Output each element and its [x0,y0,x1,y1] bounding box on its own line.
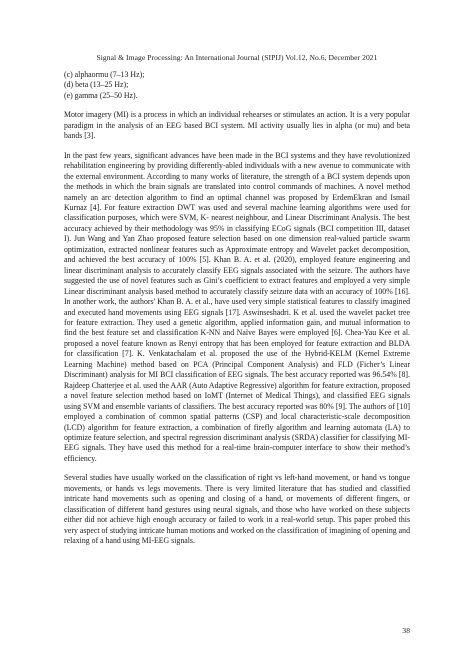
paragraph-motor-imagery: Motor imagery (MI) is a process in which an individual rehearses or stimulates an action. It is a very popular paradigm in the analysis of an EEG based BCI system. MI activity usually lies in alpha (or mu) and beta bands [3]. [64,110,410,141]
running-header: Signal & Image Processing: An International Journal (SIPIJ) Vol.12, No.6, December 2021 [96,53,378,62]
band-item-beta: (d) beta (13–25 Hz); [64,80,129,90]
paragraph-research-gap: Several studies have usually worked on the classification of right vs left-hand movement, or hand vs tongue movements, or hands vs legs movements. There is very limited literature that has studied and classified intricate hand movements such as opening and closing of a hand, or movements of different fingers, or classification of different hand gestures using neural signals, and those who have worked on these subjects either did not achieve high enough accuracy or failed to work in a real-world setup. This paper probed this very aspect of studying intricate human motions and worked on the classification of imagining of opening and relaxing of a hand using MI-EEG signals. [64,473,410,546]
paragraph-literature-review: In the past few years, significant advances have been made in the BCI systems and they have revolutionized rehabilitation engineering by providing differently-abled individuals with a new avenue to communicate with the external environment. According to many works of literature, the strength of a BCI system depends upon the methods in which the brain signals are translated into control commands of machines. A novel method namely an arc detection algorithm to find an optimal channel was proposed by ErdemEkran and Ismail Kurnaz [4]. For feature extraction DWT was used and several machine learning algorithms were used for classification purposes, which were SVM, K- nearest neighbour, and Linear Discriminant Analysis. The best accuracy achieved by their methodology was 95% in classifying ECoG signals (BCI competition III, dataset I). Jun Wang and Yan Zhao proposed feature selection based on one dimension real-valued particle swarm optimization, extracted nonlinear features such as Approximate entropy and Wavelet packet decomposition, and achieved the best accuracy of 100% [5]. Khan B. A. et al. (2020), employed feature engineering and linear discriminant analysis to accurately classify EEG signals associated with the seizure. The authors have suggested the use of novel features such as Gini’s coefficient to extract features and employed a very simple Linear discriminant analysis based method to accurately classify seizure data with an accuracy of 100% [16]. In another work, the authors' Khan B. A. et al., have used very simple statistical features to classify imagined and executed hand movements using EEG signals [17]. Aswinseshadri. K et al. used the wavelet packet tree for feature extraction. They used a genetic algorithm, applied information gain, and mutual information to find the best feature set and classification K-NN and Naïve Bayes were employed [6]. Chea-Yau Kee et al. proposed a novel feature known as Renyi entropy that has been employed for feature extraction and BLDA for classification [7]. K. Venkatachalam et al. proposed the use of the Hybrid-KELM (Kernel Extreme Learning Machine) method based on PCA (Principal Component Analysis) and FLD (Ficher’s Linear Discriminant) analysis for MI BCI classification of EEG signals. The best accuracy reported was 96.54% [8]. Rajdeep Chatterjee et al. used the AAR (Auto Adaptive Regressive) algorithm for feature extraction, proposed a novel feature selection method based on IoMT (Internet of Medical Things), and classified EEG signals using SVM and ensemble variants of classifiers. The best accuracy reported was 80% [9]. The authors of [10] employed a combination of common spatial patterns (CSP) and local characteristic-scale decomposition (LCD) algorithm for feature extraction, a combination of firefly algorithm and learning automata (LA) to optimize feature selection, and spectral regression discriminant analysis (SRDA) classifier for classifying MI-EEG signals. They have used this method for a real-time brain-computer interface to show their method’s efficiency. [64,150,410,463]
page-number: 38 [402,626,410,635]
frequency-band-list [64,70,410,101]
band-item-alpha: (c) alphaormu (7–13 Hz); [64,70,145,79]
body-text [64,70,410,546]
band-item-gamma: (e) gamma (25–50 Hz). [64,90,138,100]
